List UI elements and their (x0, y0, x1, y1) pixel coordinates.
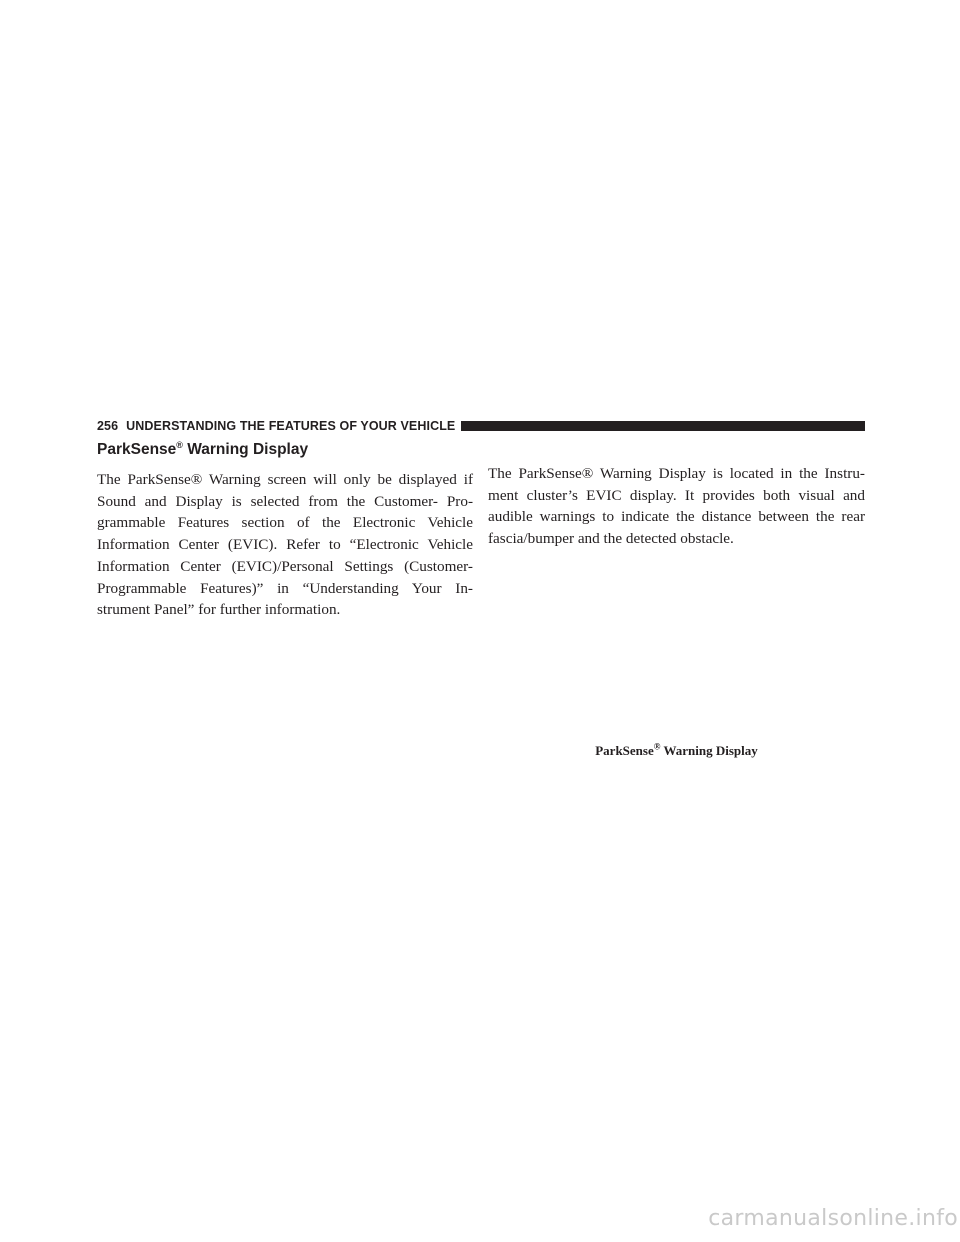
section-heading-rest: Warning Display (182, 441, 309, 458)
figure-caption (488, 742, 865, 760)
page-number: 256 (97, 419, 119, 433)
registered-mark: ® (176, 439, 183, 450)
chapter-title: UNDERSTANDING THE FEATURES OF YOUR VEHICLE (126, 419, 456, 433)
right-column (488, 463, 865, 550)
caption-main: ParkSense (595, 743, 654, 758)
caption-registered-mark: ® (653, 741, 661, 752)
watermark: carmanualsonline.info (708, 1206, 958, 1231)
section-heading-main: ParkSense (97, 441, 177, 458)
left-column (97, 440, 473, 621)
caption-rest: Warning Display (660, 743, 758, 758)
section-heading (97, 440, 473, 460)
header-rule (461, 421, 865, 431)
left-paragraph: The ParkSense® Warning screen will only be displayed if Sound and Display is selected from the Customer- Pro- grammable Features section of the Electronic Vehicle Information Center (EVIC). Refer to “Electronic Vehicle Information Center (EVIC)/Personal Settings (Customer- Programmable Features)” in “Understanding Your In- strument Panel” for further information. (97, 471, 473, 619)
figure-area (488, 560, 865, 736)
right-paragraph: The ParkSense® Warning Display is located in the Instru- ment cluster’s EVIC display. It provides both visual and audible warnings to indicate the distance between the rear fascia/bumper and the detected obstacle. (488, 465, 865, 548)
page-header (97, 418, 865, 434)
